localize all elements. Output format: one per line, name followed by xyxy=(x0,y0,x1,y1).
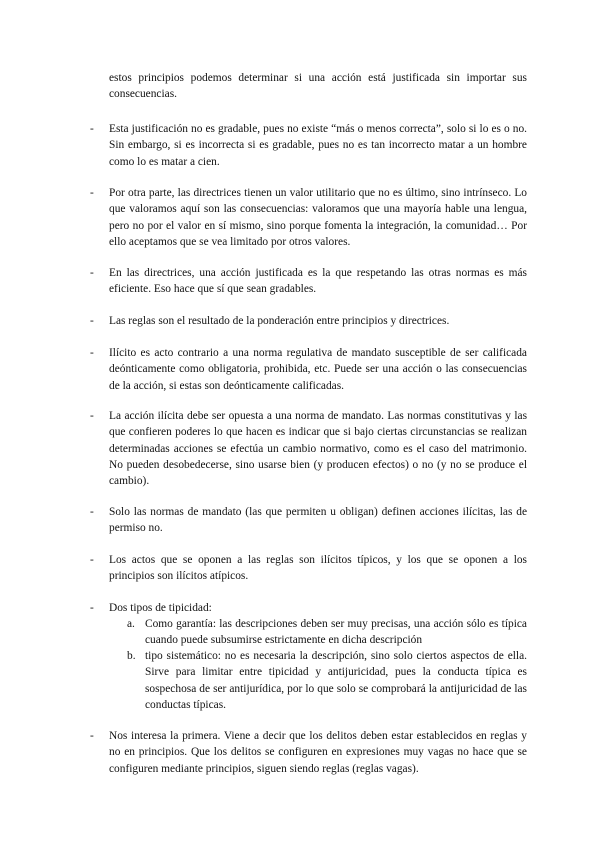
list-item-text: Ilícito es acto contrario a una norma regulativa de mandato susceptible de ser calificada deónticamente como obligatoria, prohibida, etc. Puede ser una acción o las consecuencias de la acción, si estas son deónticamente calificadas. xyxy=(109,347,527,392)
list-item-text: En las directrices, una acción justificada es la que respetando las otras normas es más eficiente. Eso hace que sí que sean gradables. xyxy=(109,267,527,296)
bullet-dash: - xyxy=(90,187,94,199)
bullet-dash: - xyxy=(90,315,94,327)
bullet-dash: - xyxy=(90,267,94,279)
bullet-dash: - xyxy=(90,123,94,135)
bullet-dash: - xyxy=(90,730,94,742)
sub-item-text: Como garantía: las descripciones deben ser muy precisas, una acción sólo es típica cuando puede subsumirse estrictamente en dicha descripción xyxy=(145,618,527,647)
sub-item-label: a. xyxy=(127,618,135,630)
list-item-text: Solo las normas de mandato (las que permiten u obligan) definen acciones ilícitas, las de permiso no. xyxy=(109,506,527,535)
list-item-text: Dos tipos de tipicidad: xyxy=(109,602,212,614)
sub-item-text: tipo sistemático: no es necesaria la descripción, sino solo ciertos aspectos de ella. Sirve para limitar entre tipicidad y antijuricidad, pues la conducta típica es sospechosa de ser antijurídica, por lo que solo se comprobará la antijuricidad de las conductas típicas. xyxy=(145,650,527,711)
list-item-text: Los actos que se oponen a las reglas son ilícitos típicos, y los que se oponen a los principios son ilícitos atípicos. xyxy=(109,554,527,583)
bullet-dash: - xyxy=(90,410,94,422)
intro-paragraph: estos principios podemos determinar si una acción está justificada sin importar sus consecuencias. xyxy=(109,72,527,101)
bullet-dash: - xyxy=(90,554,94,566)
bullet-dash: - xyxy=(90,602,94,614)
list-item-text: La acción ilícita debe ser opuesta a una norma de mandato. Las normas constitutivas y las que confieren poderes lo que hacen es indicar que si bajo ciertas circunstancias se realizan determinadas acciones se efectúa un cambio normativo, como es el caso del matrimonio. No pueden desobedecerse, sino usarse bien (y producen efectos) o no (y no se produce el cambio). xyxy=(109,410,527,488)
list-item-text: Por otra parte, las directrices tienen un valor utilitario que no es último, sino intrínseco. Lo que valoramos aquí son las consecuencias: valoramos que una mayoría hable una lengua, pero no por el valor en sí mismo, sino porque fomenta la integración, la comunidad… Por ello aceptamos que se vea limitado por otros valores. xyxy=(109,187,527,248)
list-item-text: Nos interesa la primera. Viene a decir que los delitos deben estar establecidos en reglas y no en principios. Que los delitos se configuren en expresiones muy vagas no hace que se configuren mediante principios, siguen siendo reglas (reglas vagas). xyxy=(109,730,527,775)
bullet-dash: - xyxy=(90,347,94,359)
list-item-text: Esta justificación no es gradable, pues no existe “más o menos correcta”, solo si lo es o no. Sin embargo, si es incorrecta si es gradable, pues no es tan incorrecto matar a un hombre como lo es matar a cien. xyxy=(109,123,527,168)
sub-item-label: b. xyxy=(127,650,136,662)
bullet-dash: - xyxy=(90,506,94,518)
list-item-text: Las reglas son el resultado de la ponderación entre principios y directrices. xyxy=(109,315,450,327)
